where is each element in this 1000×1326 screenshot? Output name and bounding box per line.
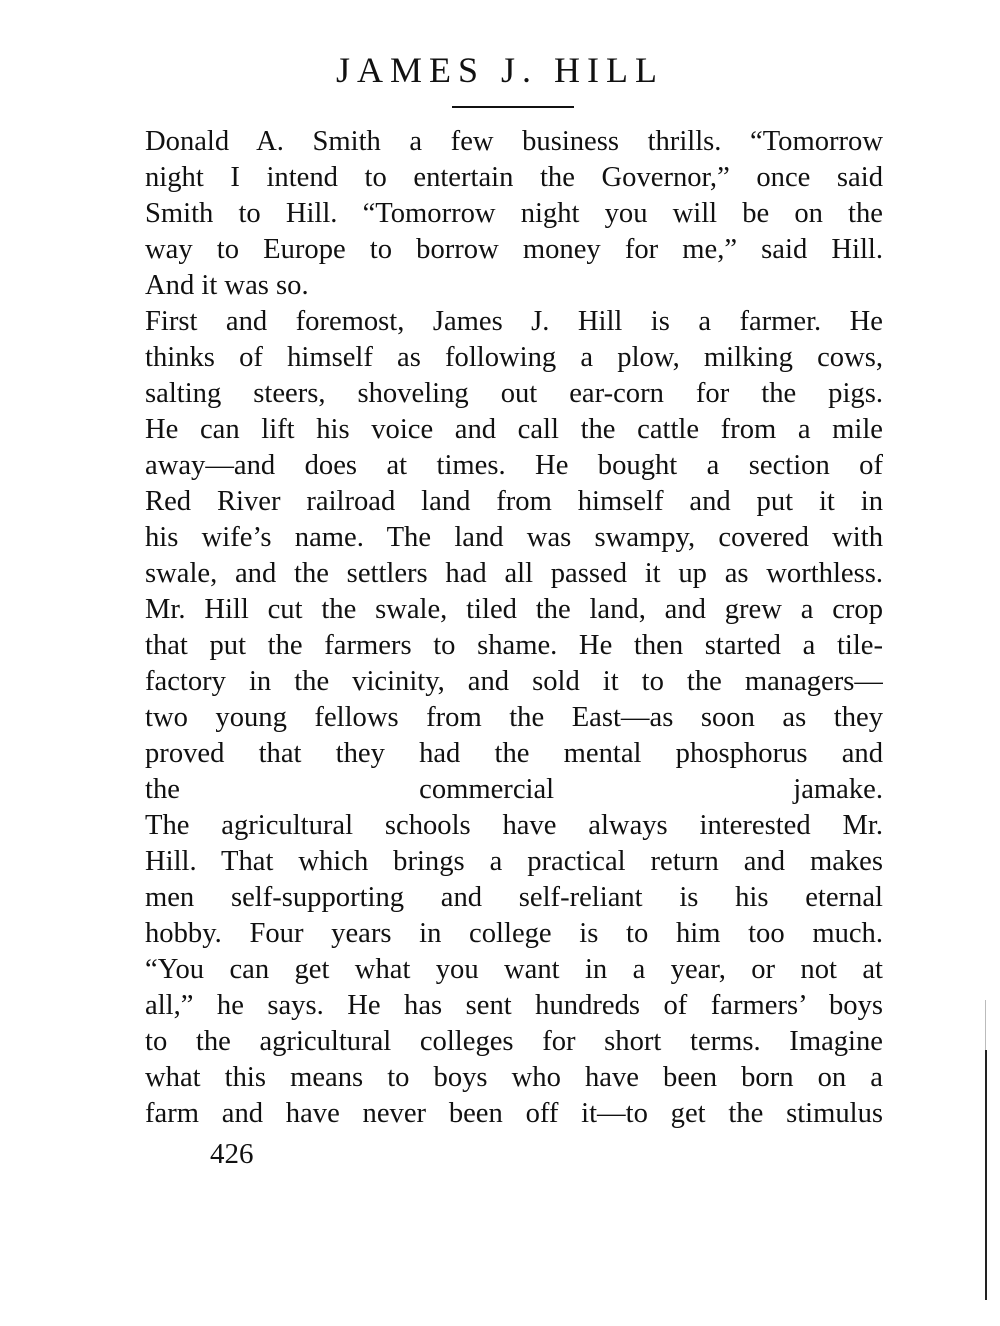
text-line: two young fellows from the East—as soon as they [145, 702, 883, 733]
body-text [145, 124, 883, 1132]
text-line: Donald A. Smith a few business thrills. “Tomorrow [145, 126, 883, 157]
text-line: men self-supporting and self-reliant is his eternal [145, 882, 883, 913]
text-line: way to Europe to borrow money for me,” said Hill. [145, 234, 883, 265]
running-head: JAMES J. HILL [335, 50, 664, 90]
text-line: Mr. Hill cut the swale, tiled the land, and grew a crop [145, 594, 883, 625]
scan-edge-line [985, 1050, 987, 1300]
text-line: And it was so. [145, 270, 309, 301]
page-number: 426 [210, 1138, 254, 1170]
text-line: Red River railroad land from himself and put it in [145, 486, 883, 517]
head-rule [452, 106, 574, 108]
text-line: He can lift his voice and call the cattle from a mile [145, 414, 883, 445]
text-line: salting steers, shoveling out ear-corn for the pigs. [145, 378, 883, 409]
text-line: to the agricultural colleges for short terms. Imagine [145, 1026, 883, 1057]
text-line: “You can get what you want in a year, or not at [145, 954, 883, 985]
text-line: factory in the vicinity, and sold it to the managers— [145, 666, 883, 697]
text-line: that put the farmers to shame. He then started a tile- [145, 630, 883, 661]
text-line: proved that they had the mental phosphorus and [145, 738, 883, 769]
text-line: The agricultural schools have always interested Mr. [145, 810, 883, 841]
text-line: what this means to boys who have been born on a [145, 1062, 883, 1093]
text-line: away—and does at times. He bought a section of [145, 450, 883, 481]
text-line: Smith to Hill. “Tomorrow night you will be on the [145, 198, 883, 229]
text-line: Hill. That which brings a practical return and makes [145, 846, 883, 877]
text-line: the commercial jamake. [145, 774, 883, 805]
text-line: swale, and the settlers had all passed it up as worthless. [145, 558, 883, 589]
text-line: thinks of himself as following a plow, milking cows, [145, 342, 883, 373]
text-line: his wife’s name. The land was swampy, covered with [145, 522, 883, 553]
scan-edge-line [985, 1000, 986, 1050]
text-line: all,” he says. He has sent hundreds of farmers’ boys [145, 990, 883, 1021]
text-line: First and foremost, James J. Hill is a farmer. He [145, 306, 883, 337]
text-line: farm and have never been off it—to get the stimulus [145, 1098, 883, 1129]
text-line: hobby. Four years in college is to him too much. [145, 918, 883, 949]
text-line: night I intend to entertain the Governor,” once said [145, 162, 883, 193]
